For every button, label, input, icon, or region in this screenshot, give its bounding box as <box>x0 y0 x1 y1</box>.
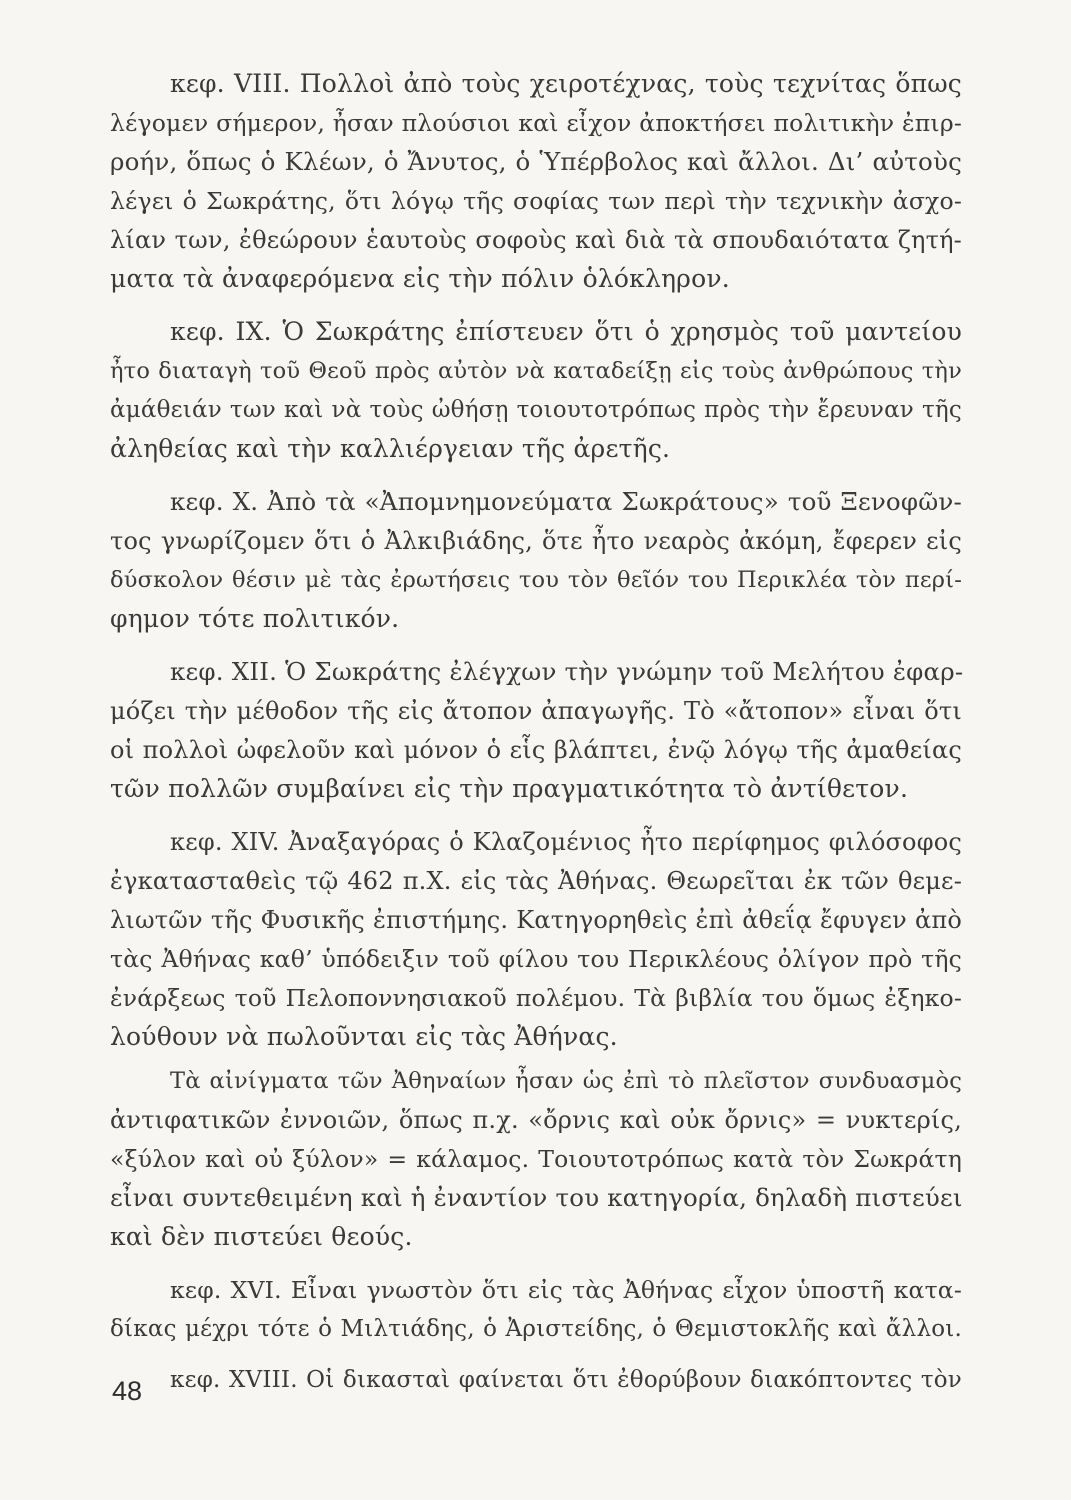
text-line: τὰς Ἀθήνας καθ’ ὑπόδειξιν τοῦ φίλου του Περικλέους ὀλίγον πρὸ τῆς <box>110 945 962 973</box>
text-line: κεφ. XVI. Εἶναι γνωστὸν ὅτι εἰς τὰς Ἀθήνας εἶχον ὑποστῆ κατα- <box>170 1276 962 1304</box>
text-line: λούθουν νὰ πωλοῦνται εἰς τὰς Ἀθήνας. <box>110 1022 618 1051</box>
text-line: λιωτῶν τῆς Φυσικῆς ἐπιστήμης. Κατηγορηθεὶς ἐπὶ ἀθεΐᾳ ἔφυγεν ἀπὸ <box>110 906 962 934</box>
text-line: κεφ. VIII. Πολλοὶ ἀπὸ τοὺς χειροτέχνας, τοὺς τεχνίτας ὅπως <box>170 69 962 98</box>
text-line: «ξύλον καὶ οὐ ξύλον» = κάλαμος. Τοιουτοτρόπως κατὰ τὸν Σωκράτη <box>110 1145 962 1173</box>
text-line: τος γνωρίζομεν ὅτι ὁ Ἀλκιβιάδης, ὅτε ἦτο νεαρὸς ἀκόμη, ἔφερεν εἰς <box>110 527 962 555</box>
text-line: δύσκολον θέσιν μὲ τὰς ἐρωτήσεις του τὸν θεῖόν του Περικλέα τὸν περί- <box>110 567 962 593</box>
text-line: κεφ. XVIII. Οἱ δικασταὶ φαίνεται ὅτι ἐθορύβουν διακόπτοντες τὸν <box>170 1367 962 1393</box>
text-line: κεφ. XII. Ὁ Σωκράτης ἐλέγχων τὴν γνώμην τοῦ Μελήτου ἐφαρ- <box>170 657 964 686</box>
text-line: τῶν πολλῶν συμβαίνει εἰς τὴν πραγματικότητα τὸ ἀντίθετον. <box>110 774 909 803</box>
text-line: οἱ πολλοὶ ὠφελοῦν καὶ μόνον ὁ εἷς βλάπτει, ἐνῷ λόγῳ τῆς ἀμαθείας <box>110 736 962 764</box>
text-line: μόζει τὴν μέθοδον τῆς εἰς ἄτοπον ἀπαγωγῆς. Τὸ «ἄτοπον» εἶναι ὅτι <box>110 697 962 725</box>
text-line: δίκας μέχρι τότε ὁ Μιλτιάδης, ὁ Ἀριστείδης, ὁ Θεμιστοκλῆς καὶ ἄλλοι. <box>110 1316 962 1342</box>
text-line: ἀντιφατικῶν ἐννοιῶν, ὅπως π.χ. «ὄρνις καὶ οὐκ ὄρνις» = νυκτερίς, <box>110 1106 962 1134</box>
text-line: λέγει ὁ Σωκράτης, ὅτι λόγῳ τῆς σοφίας των περὶ τὴν τεχνικὴν ἀσχο- <box>110 187 962 215</box>
text-line: ἦτο διαταγὴ τοῦ Θεοῦ πρὸς αὐτὸν νὰ καταδείξῃ εἰς τοὺς ἀνθρώπους τὴν <box>110 358 962 384</box>
text-line: εἶναι συντεθειμένη καὶ ἡ ἐναντίον του κατηγορία, δηλαδὴ πιστεύει <box>110 1183 963 1212</box>
text-line: ροήν, ὅπως ὁ Κλέων, ὁ Ἄνυτος, ὁ Ὑπέρβολος καὶ ἄλλοι. Δι’ αὐτοὺς <box>110 147 962 176</box>
text-line: φημον τότε πολιτικόν. <box>110 604 400 633</box>
text-line: ἐγκατασταθεὶς τῷ 462 π.Χ. εἰς τὰς Ἀθήνας. Θεωρεῖται ἐκ τῶν θεμε- <box>110 867 962 895</box>
page-number: 48 <box>112 1376 143 1406</box>
text-line: ματα τὰ ἀναφερόμενα εἰς τὴν πόλιν ὁλόκληρον. <box>110 264 730 293</box>
text-line: ἐνάρξεως τοῦ Πελοποννησιακοῦ πολέμου. Τὰ βιβλία του ὅμως ἐξηκο- <box>110 984 962 1012</box>
text-line: λέγομεν σήμερον, ἦσαν πλούσιοι καὶ εἶχον ἀποκτήσει πολιτικὴν ἐπιρ- <box>110 109 962 137</box>
text-line: κεφ. IX. Ὁ Σωκράτης ἐπίστευεν ὅτι ὁ χρησμὸς τοῦ μαντείου <box>170 317 962 346</box>
text-line: λίαν των, ἐθεώρουν ἑαυτοὺς σοφοὺς καὶ διὰ τὰ σπουδαιότατα ζητή- <box>110 226 962 254</box>
text-line: ἀληθείας καὶ τὴν καλλιέργειαν τῆς ἀρετῆς. <box>110 434 671 463</box>
text-line: κεφ. XIV. Ἀναξαγόρας ὁ Κλαζομένιος ἦτο περίφημος φιλόσοφος <box>170 828 962 856</box>
text-line: Τὰ αἰνίγματα τῶν Ἀθηναίων ἦσαν ὡς ἐπὶ τὸ πλεῖστον συνδυασμὸς <box>170 1068 962 1094</box>
text-line: ἀμάθειάν των καὶ νὰ τοὺς ὠθήσῃ τοιουτοτρόπως πρὸς τὴν ἔρευναν τῆς <box>110 397 962 423</box>
text-line: κεφ. Χ. Ἀπὸ τὰ «Ἀπομνημονεύματα Σωκράτους» τοῦ Ξενοφῶν- <box>170 487 962 516</box>
text-line: καὶ δὲν πιστεύει θεούς. <box>110 1222 413 1251</box>
